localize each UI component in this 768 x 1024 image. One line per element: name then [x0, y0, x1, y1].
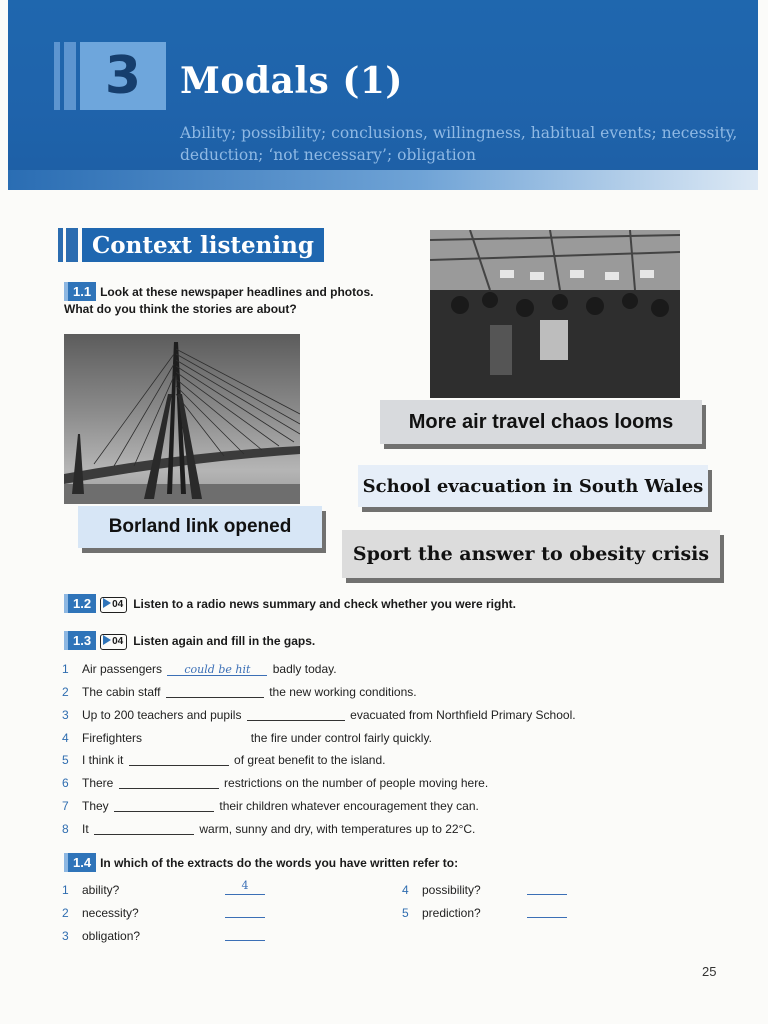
item-text-before: Air passengers: [82, 662, 163, 676]
unit-number: 3: [104, 46, 142, 106]
exercise-tag: 1.1: [64, 282, 96, 301]
question-number: 4: [402, 883, 409, 897]
question-number: 5: [402, 906, 409, 920]
exercise-1-2: [64, 594, 516, 613]
handwritten-answer: could be hit: [184, 663, 251, 676]
airport-crowd-photo: [430, 230, 680, 398]
item-text-before: Up to 200 teachers and pupils: [82, 708, 242, 722]
audio-track-number: 04: [112, 636, 124, 647]
gap-fill-item: [62, 730, 432, 746]
gap-field[interactable]: [247, 708, 345, 721]
unit-number-box: [80, 42, 166, 110]
gap-fill-item: [62, 821, 475, 837]
answer-blank[interactable]: [527, 903, 567, 918]
exercise-1-3: [64, 631, 315, 650]
question-label: necessity?: [82, 906, 139, 920]
gap-field[interactable]: [129, 753, 229, 766]
question-label: prediction?: [422, 906, 481, 920]
gap-field[interactable]: [167, 663, 267, 676]
match-question: [62, 928, 140, 944]
gap-fill-item: [62, 661, 337, 677]
gap-field[interactable]: [147, 731, 245, 744]
section-heading: [58, 228, 324, 262]
headline-borland-link: Borland link opened: [78, 506, 322, 548]
answer-blank[interactable]: [225, 926, 265, 941]
question-number: 2: [62, 906, 69, 920]
match-question: [62, 905, 139, 921]
item-text-after: warm, sunny and dry, with temperatures up to 22°C.: [199, 822, 476, 836]
exercise-instruction: Listen to a radio news summary and check whether you were right.: [133, 597, 516, 611]
gap-fill-item: [62, 798, 479, 814]
exercise-1-4: [64, 853, 458, 872]
exercise-instruction: Look at these newspaper headlines and photos.: [100, 285, 374, 299]
gap-field[interactable]: [166, 685, 264, 698]
exercise-instruction-2: What do you think the stories are about?: [64, 302, 297, 316]
match-question: [402, 882, 481, 898]
unit-title: Modals (1): [180, 60, 403, 102]
headline-air-travel: More air travel chaos looms: [380, 400, 702, 444]
answer-blank[interactable]: [225, 903, 265, 918]
section-heading-label: Context listening: [82, 228, 324, 262]
exercise-instruction: Listen again and fill in the gaps.: [133, 634, 316, 648]
headline-school-evacuation: School evacuation in South Wales: [358, 465, 708, 507]
question-label: possibility?: [422, 883, 481, 897]
header-fade-strip: [8, 170, 758, 190]
exercise-tag: 1.3: [64, 631, 96, 650]
item-number: 1: [62, 662, 69, 676]
gap-fill-item: [62, 707, 576, 723]
audio-play-icon: [103, 598, 111, 608]
exercise-tag: 1.2: [64, 594, 96, 613]
item-text-before: Firefighters: [82, 731, 143, 745]
unit-number-bars: [54, 42, 80, 110]
gap-fill-item: [62, 684, 417, 700]
item-text-after: restrictions on the number of people moving here.: [224, 776, 489, 790]
match-question: [62, 882, 119, 898]
item-number: 4: [62, 731, 69, 745]
item-number: 8: [62, 822, 69, 836]
item-number: 7: [62, 799, 69, 813]
page-number: 25: [702, 964, 717, 979]
unit-subtitle: Ability; possibility; conclusions, willingness, habitual events; necessity, deduction; ‘not necessary’; obligation: [180, 124, 738, 164]
answer-blank[interactable]: 4: [225, 880, 265, 895]
bridge-photo: [64, 334, 300, 504]
gap-fill-item: [62, 752, 385, 768]
gap-field[interactable]: [119, 776, 219, 789]
item-text-after: badly today.: [272, 662, 337, 676]
item-text-after: evacuated from Northfield Primary School.: [350, 708, 576, 722]
exercise-instruction: In which of the extracts do the words you have written refer to:: [100, 856, 459, 870]
answer-blank[interactable]: [527, 880, 567, 895]
question-number: 1: [62, 883, 69, 897]
headline-sport-obesity: Sport the answer to obesity crisis: [342, 530, 720, 578]
item-text-after: their children whatever encouragement they can.: [219, 799, 479, 813]
item-text-before: It: [82, 822, 89, 836]
item-text-before: The cabin staff: [82, 685, 161, 699]
item-number: 2: [62, 685, 69, 699]
gap-fill-item: [62, 775, 488, 791]
item-number: 3: [62, 708, 69, 722]
audio-track-button[interactable]: [100, 634, 127, 650]
item-text-after: the fire under control fairly quickly.: [250, 731, 432, 745]
item-text-after: the new working conditions.: [269, 685, 417, 699]
gap-field[interactable]: [114, 799, 214, 812]
question-label: obligation?: [82, 929, 141, 943]
gap-field[interactable]: [94, 822, 194, 835]
item-text-before: I think it: [82, 753, 124, 767]
audio-track-number: 04: [112, 599, 124, 610]
item-text-before: There: [82, 776, 114, 790]
exercise-tag: 1.4: [64, 853, 96, 872]
audio-track-button[interactable]: [100, 597, 127, 613]
question-label: ability?: [82, 883, 120, 897]
audio-play-icon: [103, 635, 111, 645]
exercise-1-1: [64, 282, 373, 318]
item-text-after: of great benefit to the island.: [234, 753, 386, 767]
match-question: [402, 905, 481, 921]
item-number: 5: [62, 753, 69, 767]
item-number: 6: [62, 776, 69, 790]
item-text-before: They: [82, 799, 109, 813]
question-number: 3: [62, 929, 69, 943]
